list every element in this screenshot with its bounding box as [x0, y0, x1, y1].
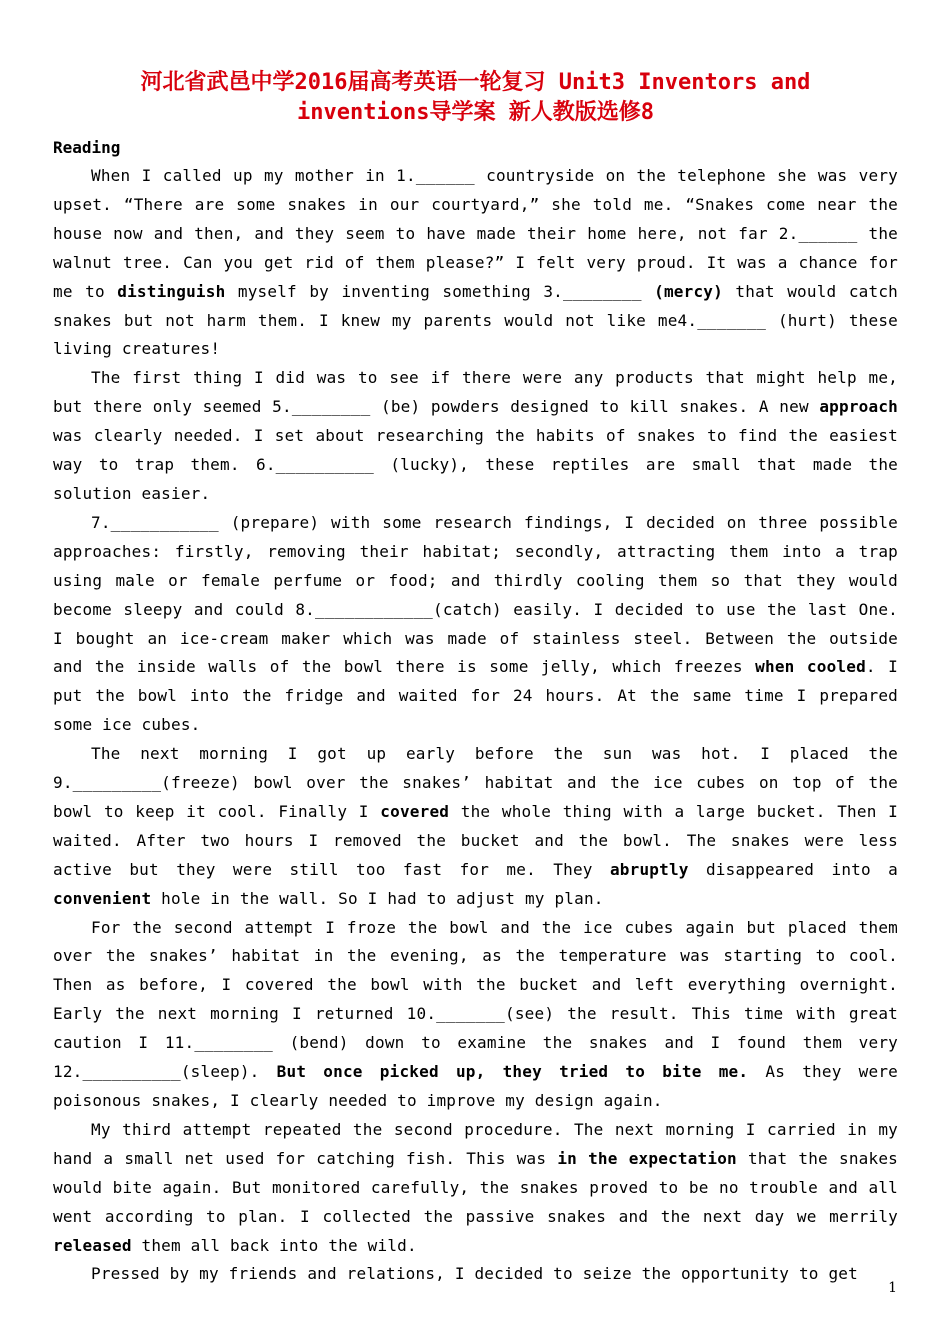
text-run: For the second attempt I froze the bowl and the ice cubes again but placed them over the snakes’ habitat in the evening, as the temperature was starting to cool. Then as before, I covered the bowl with the bucket and left everything overnight. Early the next morning I returned 10._______(see) the result. This time with great caution I 11.________ (bend) down to examine the snakes and I found them very 12.__________(sleep). [53, 917, 898, 1082]
text-run: The next morning I got up early before the sun was hot. I placed the 9._________(freeze) bowl over the snakes’ habitat and the ice cubes on top of the bowl to keep it cool. Finally I [53, 744, 898, 821]
bold-term: convenient [53, 888, 152, 908]
bold-term: in the expectation [557, 1148, 737, 1168]
text-run: When I called up my mother in 1.______ countryside on the telephone she was very upset. “There are some snakes in our courtyard,” she told me. “Snakes come near the house now and then, and they seem to have made their home here, not far 2.______ the walnut tree. Can you get rid of them please?” I felt very proud. It was a chance for me to [53, 166, 898, 301]
title-line-2: inventions导学案 新人教版选修8 [297, 100, 654, 125]
text-run: hole in the wall. So I had to adjust my plan. [151, 888, 604, 908]
text-run: was clearly needed. I set about researching the habits of snakes to find the easiest way to trap them. 6.__________ (lucky), these reptiles are small that made the solution easier. [53, 426, 898, 503]
title-line-1: 河北省武邑中学2016届高考英语一轮复习 Unit3 Inventors and [140, 70, 811, 95]
bold-term: approach [819, 397, 898, 417]
bold-term: (mercy) [654, 281, 723, 301]
paragraph [53, 1260, 898, 1289]
page-number: 1 [888, 1280, 897, 1296]
text-run: My third attempt repeated the second procedure. The next morning I carried in my hand a small net used for catching fish. This was [53, 1119, 898, 1168]
text-run: . I put the bowl into the fridge and waited for 24 hours. At the same time I prepared some ice cubes. [53, 657, 898, 735]
paragraph [53, 1116, 898, 1261]
bold-term: But once picked up, they tried to bite me. [276, 1062, 749, 1082]
paragraph [53, 740, 898, 913]
paragraph [53, 162, 898, 364]
reading-passage [53, 162, 898, 1289]
text-run: myself by inventing something 3.________ [225, 281, 655, 301]
bold-term: covered [380, 801, 450, 821]
text-run: the whole thing with a large bucket. Then I waited. After two hours I removed the bucket and the bowl. The snakes were less active but they were still too fast for me. They [53, 801, 898, 879]
bold-term: when cooled [755, 657, 866, 677]
text-run: The first thing I did was to see if there were any products that might help me, but there only seemed 5.________ (be) powders designed to kill snakes. A new [53, 368, 898, 417]
text-run: As they were poisonous snakes, I clearly needed to improve my design again. [53, 1062, 899, 1110]
text-run: Pressed by my friends and relations, I decided to seize the opportunity to get [91, 1264, 858, 1284]
bold-term: distinguish [117, 281, 226, 301]
paragraph [53, 364, 898, 509]
text-run: them all back into the wild. [131, 1235, 417, 1255]
bold-term: released [53, 1235, 132, 1255]
bold-term: abruptly [609, 859, 689, 879]
document-page [53, 68, 898, 1289]
text-run: disappeared into a [688, 859, 898, 879]
document-title [53, 68, 898, 128]
paragraph [53, 914, 898, 1116]
paragraph [53, 509, 898, 740]
text-run: that would catch snakes but not harm them. I knew my parents would not like me4._______ (hurt) these living creatures! [53, 281, 898, 359]
text-run: that the snakes would bite again. But monitored carefully, the snakes proved to be no trouble and all went according to plan. I collected the passive snakes and the next day we merrily [53, 1148, 898, 1226]
text-run: 7.___________ (prepare) with some research findings, I decided on three possible approaches: firstly, removing their habitat; secondly, attracting them into a trap using male or female perfume or food; and thirdly cooling them so that they would become sleepy and could 8.____________(catch) easily. I decided to use the last One. I bought an ice-cream maker which was made of stainless steel. Between the outside and the inside walls of the bowl there is some jelly, which freezes [53, 512, 898, 677]
section-heading: Reading [53, 138, 121, 157]
